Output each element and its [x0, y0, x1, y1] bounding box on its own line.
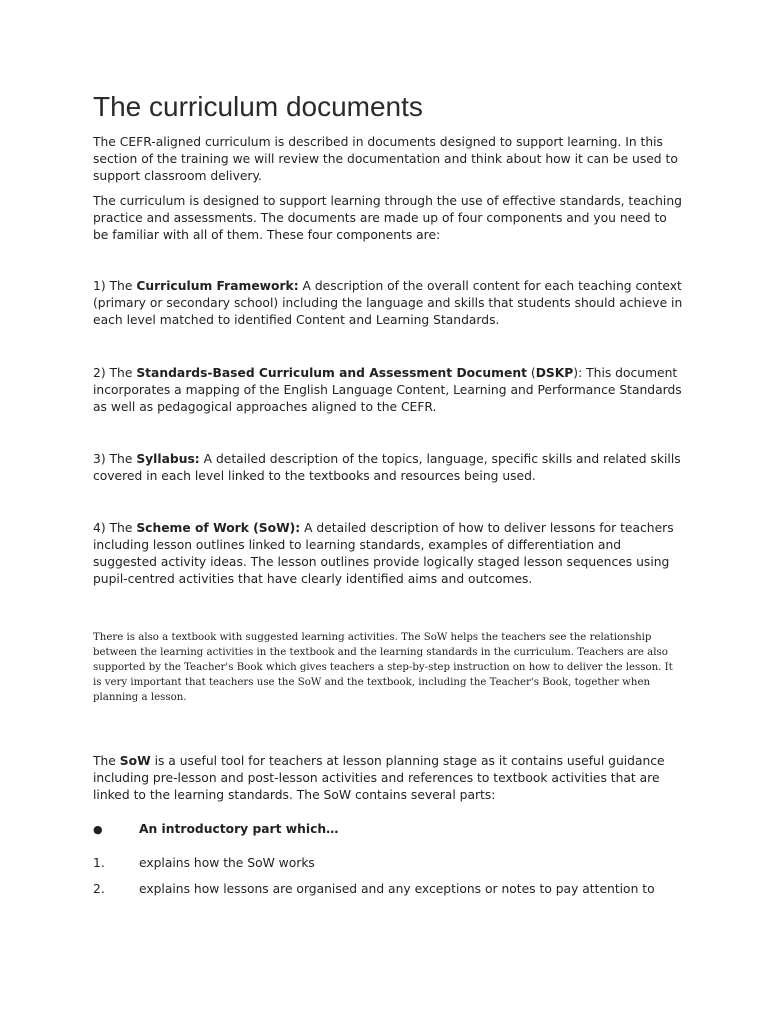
component-prefix: 4) The	[93, 521, 137, 535]
component-punctuation: (	[526, 366, 536, 380]
bullet-text: An introductory part which…	[139, 822, 339, 836]
sow-description: is a useful tool for teachers at lesson planning stage as it contains useful guidance including pre-lesson and post-lesson activities and references to textbook activities that are linked to the learning standards. The SoW contains several parts:	[93, 754, 665, 802]
component-syllabus	[93, 451, 683, 485]
bullet-icon: ●	[93, 823, 103, 836]
component-term: Scheme of Work (SoW):	[136, 521, 301, 535]
sow-term: SoW	[119, 754, 151, 768]
page-title: The curriculum documents	[93, 91, 423, 122]
component-curriculum-framework	[93, 278, 683, 329]
component-term: Standards-Based Curriculum and Assessment Document	[136, 366, 527, 380]
component-dskp	[93, 365, 683, 416]
intro-paragraph-1: The CEFR-aligned curriculum is described in documents designed to support learning. In this section of the training we will review the documentation and think about how it can be used to support classroom delivery.	[93, 135, 678, 183]
component-term: Curriculum Framework:	[136, 279, 299, 293]
sow-paragraph	[93, 753, 683, 804]
component-term: Syllabus:	[136, 452, 200, 466]
component-scheme-of-work	[93, 520, 683, 588]
component-term-abbrev: DSKP	[535, 366, 574, 380]
component-description: A description of the overall content for each teaching context (primary or secondary school) including the language and skills that students should achieve in each level matched to identified Content and Learning Standards.	[93, 279, 683, 327]
sow-prefix: The	[93, 754, 120, 768]
list-item-text: explains how the SoW works	[139, 856, 315, 870]
textbook-note: There is also a textbook with suggested learning activities. The SoW helps the teachers see the relationship between the learning activities in the textbook and the learning standards in the curriculum. Teachers are also supported by the Teacher's Book which gives teachers a step-by-step instruction on how to deliver the lesson. It is very important that teachers use the SoW and the textbook, including the Teacher's Book, together when planning a lesson.	[93, 632, 673, 703]
component-description: ): This document incorporates a mapping of the English Language Content, Learning and Performance Standards as well as pedagogical approaches aligned to the CEFR.	[93, 366, 682, 414]
component-prefix: 2) The	[93, 366, 137, 380]
component-description: A detailed description of the topics, language, specific skills and related skills covered in each level linked to the textbooks and resources being used.	[93, 452, 681, 483]
list-number: 1.	[93, 856, 105, 870]
component-prefix: 3) The	[93, 452, 137, 466]
component-prefix: 1) The	[93, 279, 137, 293]
list-item-text: explains how lessons are organised and any exceptions or notes to pay attention to	[139, 882, 655, 896]
component-description: A detailed description of how to deliver lessons for teachers including lesson outlines linked to learning standards, examples of differentiation and suggested activity ideas. The lesson outlines provide logically staged lesson sequences using pupil-centred activities that have clearly identified aims and outcomes.	[93, 521, 674, 586]
list-number: 2.	[93, 882, 105, 896]
intro-paragraph-2: The curriculum is designed to support learning through the use of effective standards, teaching practice and assessments. The documents are made up of four components and you need to be familiar with all of them. These four components are:	[93, 194, 682, 242]
